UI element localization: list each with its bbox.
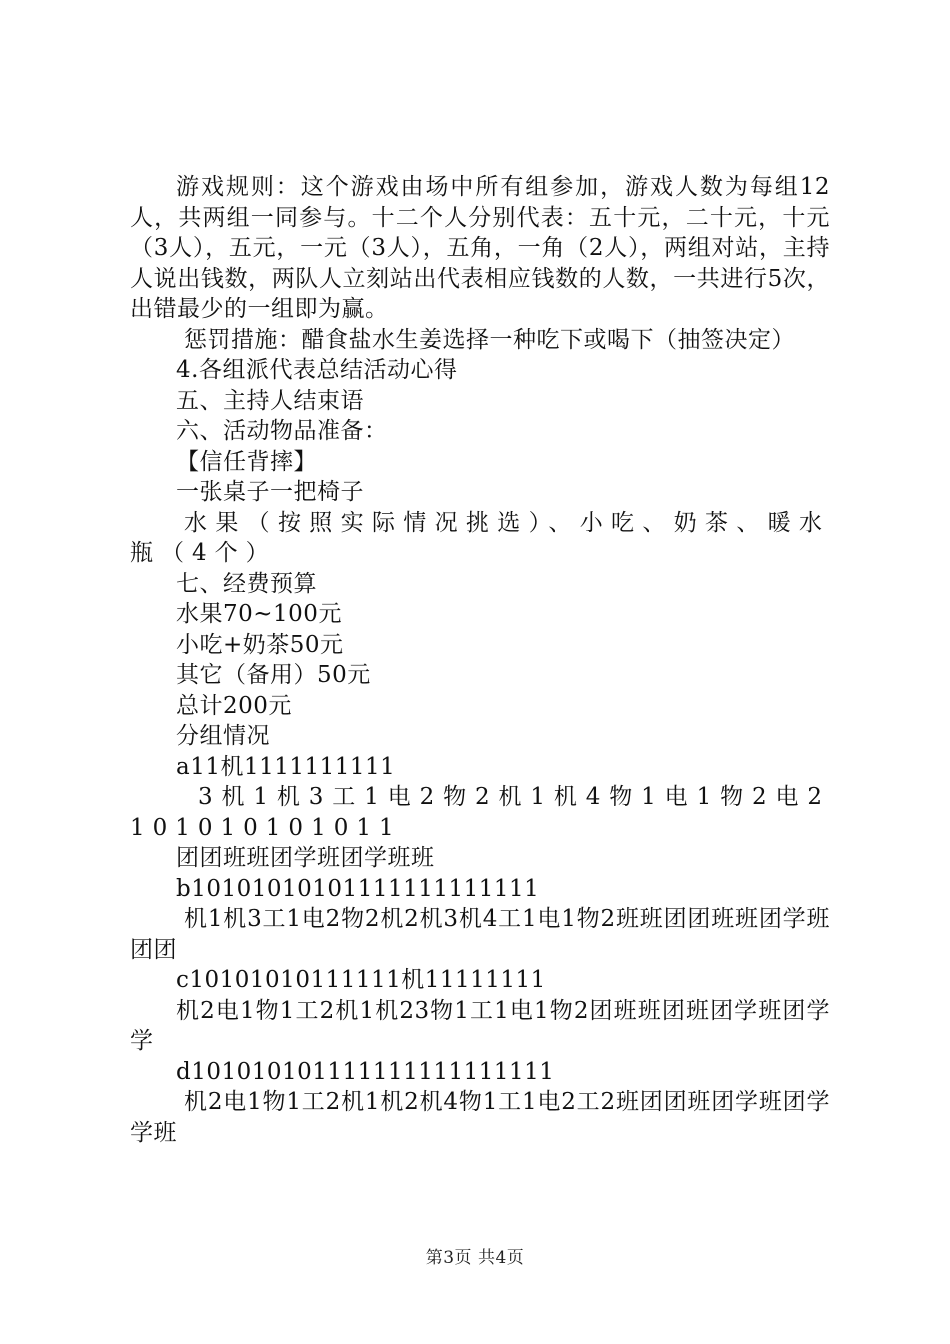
group-b-line: b10101010101111111111111 [176,875,540,902]
group-b-majors: 机1机3工1电2物2机2机3机4工1电1物2班班团团班班团学班团团 [130,906,830,963]
closing-remarks-heading: 五、主持人结束语 [176,387,364,414]
grouping-heading: 分组情况 [176,723,270,749]
game-rules-paragraph: 游戏规则：这个游戏由场中所有组参加，游戏人数为每组12人，共两组一同参与。十二个人分别代表：五十元，二十元，十元（3人），五元，一元（3人），五角，一角（2人），两组对站，主持人说出钱数，两队人立刻站出代表相应钱数的人数，一共进行5次，出错最少的一组即为赢。 [130,174,830,322]
document-body [130,172,830,1148]
group-d-line: d101010101111111111111111 [176,1058,555,1085]
group-a-majors: 3机1机3工1电2物2机1机4物1电1物2电2101010101011 [130,784,830,841]
penalty-paragraph: 惩罚措施：醋食盐水生姜选择一种吃下或喝下（抽签决定） [184,326,795,353]
page-number-footer: 第3页 共4页 [425,1248,525,1268]
group-c-majors: 机2电1物1工2机1机23物1工1电1物2团班班团班团学班团学学 [130,997,830,1054]
table-chair-item: 一张桌子一把椅子 [176,479,364,505]
materials-heading: 六、活动物品准备： [176,418,388,444]
group-a-roles: 团团班班团学班团学班班 [176,845,435,871]
budget-heading: 七、经费预算 [176,570,317,597]
refreshments-item: 水果（按照实际情况挑选）、小吃、奶茶、暖水瓶（4个） [130,509,830,566]
group-d-majors: 机2电1物1工2机1机2机4物1工1电2工2班团团班团学班团学学班 [130,1089,830,1146]
group-a-line: a11机1111111111 [176,753,396,780]
summary-item: 4.各组派代表总结活动心得 [176,357,458,383]
trust-fall-heading: 【信任背摔】 [176,448,317,475]
budget-total: 总计200元 [176,692,292,719]
group-c-line: c10101010111111机11111111 [176,967,546,993]
budget-other: 其它（备用）50元 [176,662,371,688]
budget-fruit: 水果70~100元 [176,601,342,627]
budget-snacks: 小吃+奶茶50元 [176,631,344,658]
